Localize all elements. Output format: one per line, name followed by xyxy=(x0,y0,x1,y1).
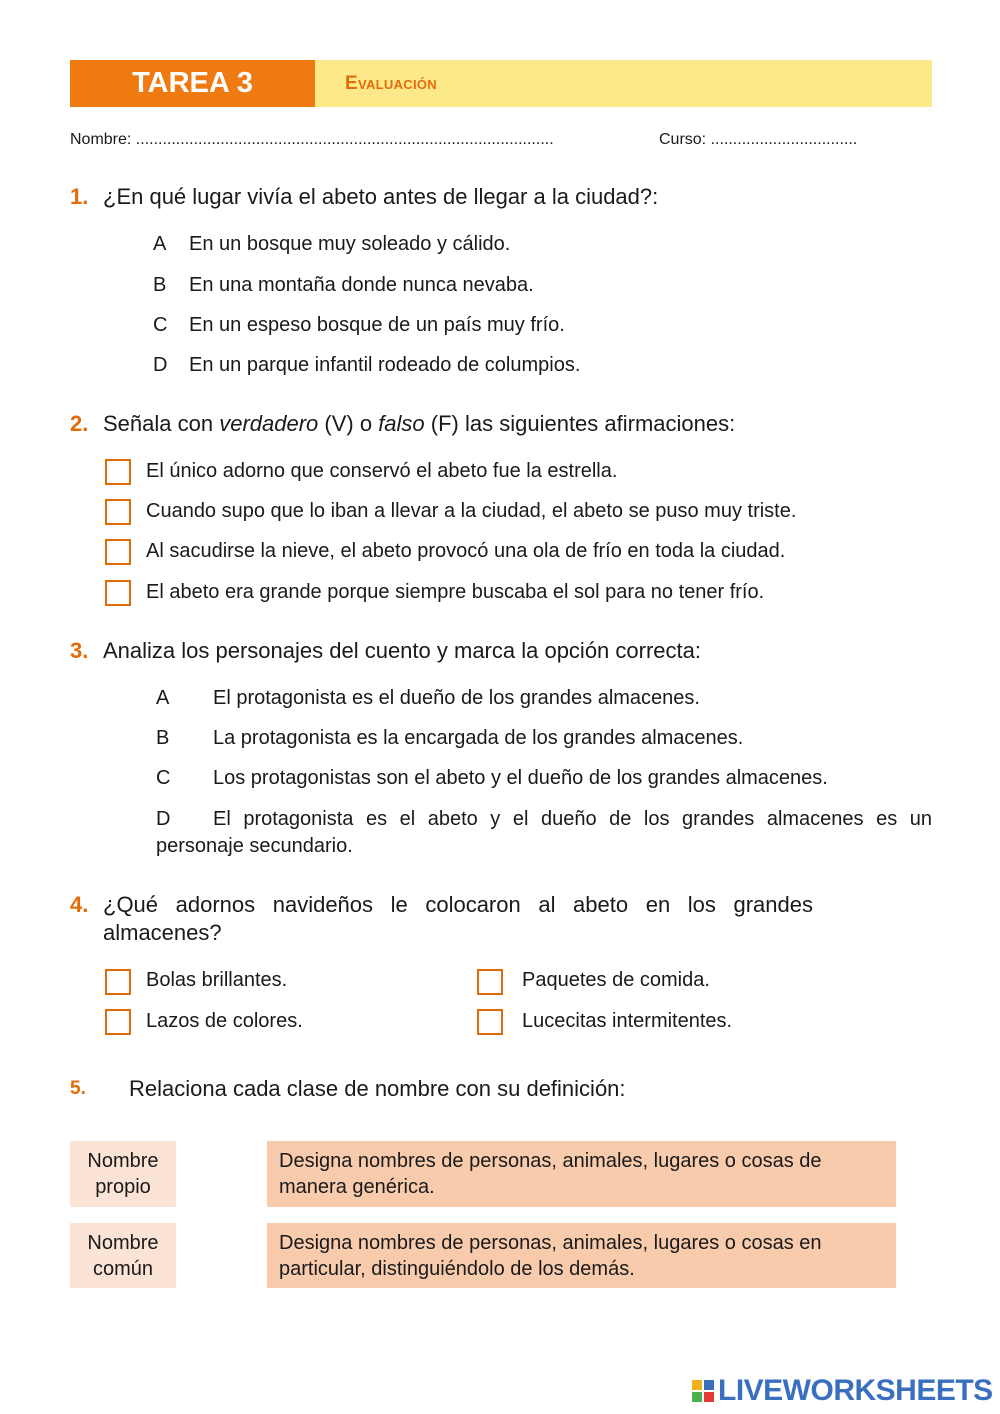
term-nombre-propio[interactable] xyxy=(70,1141,176,1207)
q1-number: 1. xyxy=(70,184,89,209)
q4-number: 4. xyxy=(70,892,89,917)
q2-checkbox-2[interactable] xyxy=(105,499,131,525)
term-line: Nombre xyxy=(87,1231,159,1254)
logo-square-icon xyxy=(692,1392,702,1402)
q1-option-d-letter[interactable]: D xyxy=(153,354,168,376)
q3-option-d[interactable]: El protagonista es el abeto y el dueño de los grandes almacenes es un xyxy=(213,808,932,830)
definition-line: particular, distinguiéndolo de los demás. xyxy=(279,1258,635,1280)
task-title-text: TAREA 3 xyxy=(132,67,253,99)
q2-text-part: Señala con xyxy=(103,411,220,436)
logo-square-icon xyxy=(692,1380,702,1390)
q3-number: 3. xyxy=(70,638,89,663)
q2-statement-2: Cuando supo que lo iban a llevar a la ciudad, el abeto se puso muy triste. xyxy=(146,500,797,522)
term-line: común xyxy=(92,1257,153,1280)
course-field[interactable]: Curso: ................................. xyxy=(659,131,858,148)
q3-option-c-letter[interactable]: C xyxy=(156,767,171,789)
q2-checkbox-1[interactable] xyxy=(105,459,131,485)
definition-line: Designa nombres de personas, animales, lugares o cosas de xyxy=(279,1150,822,1172)
q4-text: ¿Qué adornos navideños le colocaron al abeto en los grandes xyxy=(103,892,813,917)
q2-statement-3: Al sacudirse la nieve, el abeto provocó una ola de frío en toda la ciudad. xyxy=(146,540,786,562)
task-subtitle: Evaluación xyxy=(345,72,437,94)
q2-statement-4: El abeto era grande porque siempre buscaba el sol para no tener frío. xyxy=(146,581,765,603)
q2-number: 2. xyxy=(70,411,89,436)
q3-option-a-letter[interactable]: A xyxy=(156,687,170,709)
name-field[interactable]: Nombre: .............................................................................................. xyxy=(70,131,554,148)
q2-checkbox-3[interactable] xyxy=(105,539,131,565)
definition-particular[interactable] xyxy=(267,1223,896,1288)
q3-option-d-cont[interactable]: personaje secundario. xyxy=(156,835,353,857)
q3-option-c[interactable]: Los protagonistas son el abeto y el dueño de los grandes almacenes. xyxy=(213,767,828,789)
logo-mark-icon xyxy=(692,1380,714,1402)
definition-generic[interactable] xyxy=(267,1141,896,1207)
definition-line: Designa nombres de personas, animales, lugares o cosas en xyxy=(279,1232,822,1254)
q2-text-part: (F) las siguientes afirmaciones: xyxy=(424,411,736,436)
q4-item-3: Lazos de colores. xyxy=(146,1010,303,1032)
q5-number: 5. xyxy=(70,1078,86,1099)
q1-option-a[interactable]: En un bosque muy soleado y cálido. xyxy=(189,233,511,255)
term-label xyxy=(87,1230,158,1282)
logo-square-icon xyxy=(704,1392,714,1402)
q3-option-b[interactable]: La protagonista es la encargada de los grandes almacenes. xyxy=(213,727,744,749)
q4-text-cont: almacenes? xyxy=(103,920,222,945)
q2-text-part: (V) o xyxy=(318,411,379,436)
q4-item-2: Paquetes de comida. xyxy=(522,969,710,991)
q2-checkbox-4[interactable] xyxy=(105,580,131,606)
q2-text xyxy=(103,411,735,437)
q2-text-falso: falso xyxy=(378,411,425,436)
q3-text: Analiza los personajes del cuento y marca la opción correcta: xyxy=(103,638,701,663)
q3-option-a[interactable]: El protagonista es el dueño de los grandes almacenes. xyxy=(213,687,700,709)
q1-option-c-letter[interactable]: C xyxy=(153,314,168,336)
q4-item-1: Bolas brillantes. xyxy=(146,969,288,991)
logo-text: LIVEWORKSHEETS xyxy=(718,1374,993,1407)
liveworksheets-logo xyxy=(692,1374,993,1408)
logo-square-icon xyxy=(704,1380,714,1390)
q4-checkbox-4[interactable] xyxy=(477,1009,503,1035)
definition-line: manera genérica. xyxy=(279,1176,435,1198)
q2-text-verdadero: verdadero xyxy=(219,411,319,436)
q1-text: ¿En qué lugar vivía el abeto antes de llegar a la ciudad?: xyxy=(103,184,659,209)
q1-option-d[interactable]: En un parque infantil rodeado de columpios. xyxy=(189,354,581,376)
term-label xyxy=(87,1148,158,1200)
task-title xyxy=(70,60,315,107)
q2-statement-1: El único adorno que conservó el abeto fue la estrella. xyxy=(146,460,618,482)
q1-option-a-letter[interactable]: A xyxy=(153,233,167,255)
q4-checkbox-2[interactable] xyxy=(477,969,503,995)
q3-option-d-letter[interactable]: D xyxy=(156,808,171,830)
term-line: propio xyxy=(95,1176,151,1198)
task-subtitle-bar xyxy=(315,60,932,107)
q4-checkbox-1[interactable] xyxy=(105,969,131,995)
term-line: Nombre xyxy=(87,1150,159,1172)
q1-option-b-letter[interactable]: B xyxy=(153,274,167,296)
q4-checkbox-3[interactable] xyxy=(105,1009,131,1035)
q4-item-4: Lucecitas intermitentes. xyxy=(522,1010,733,1032)
q5-text: Relaciona cada clase de nombre con su definición: xyxy=(129,1076,626,1101)
q1-option-c[interactable]: En un espeso bosque de un país muy frío. xyxy=(189,314,565,336)
q3-option-b-letter[interactable]: B xyxy=(156,727,170,749)
q1-option-b[interactable]: En una montaña donde nunca nevaba. xyxy=(189,274,534,296)
term-nombre-comun[interactable] xyxy=(70,1223,176,1288)
